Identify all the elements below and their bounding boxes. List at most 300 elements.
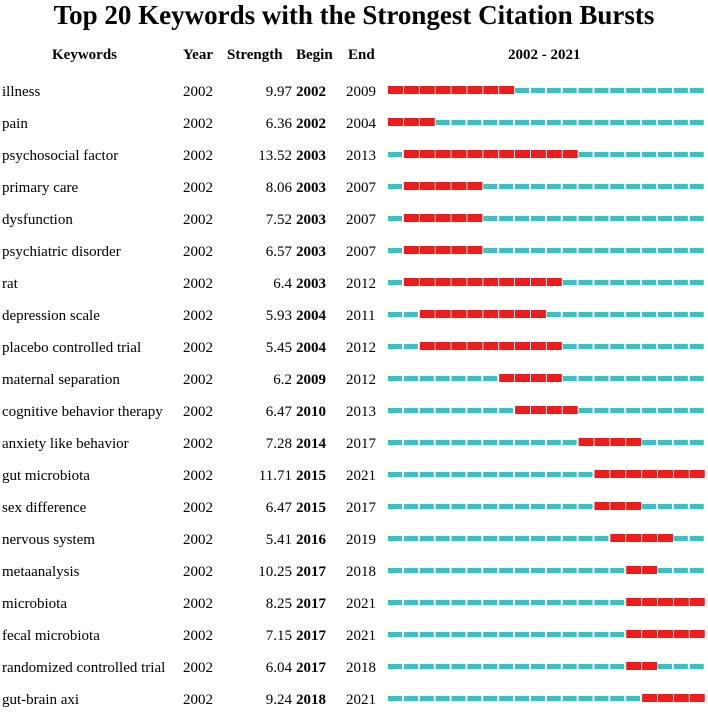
timeline-segment [610, 216, 624, 221]
timeline-segment [499, 696, 513, 701]
burst-segment [626, 662, 641, 670]
burst-segment [404, 86, 419, 94]
timeline-segment [626, 344, 640, 349]
keyword-cell: fecal microbiota [2, 628, 100, 644]
timeline-segment [579, 152, 593, 157]
timeline-segment [452, 600, 466, 605]
year-cell: 2002 [183, 84, 213, 100]
timeline-segment [626, 408, 640, 413]
timeline-segment [436, 120, 450, 125]
timeline-segment [515, 696, 529, 701]
timeline-segment [563, 184, 577, 189]
timeline-segment [531, 632, 545, 637]
timeline-segment [642, 88, 656, 93]
timeline-segment [547, 88, 561, 93]
begin-cell: 2014 [296, 436, 326, 452]
burst-segment [674, 470, 689, 478]
timeline-segment [563, 88, 577, 93]
timeline-segment [531, 88, 545, 93]
burst-segment [610, 470, 625, 478]
timeline-segment [483, 600, 497, 605]
timeline-segment [579, 472, 593, 477]
timeline-segment [690, 504, 704, 509]
strength-cell: 6.36 [265, 116, 292, 132]
burst-segment [483, 342, 498, 350]
end-cell: 2007 [346, 212, 376, 228]
timeline-segment [547, 312, 561, 317]
burst-segment [547, 342, 562, 350]
timeline-segment [658, 344, 672, 349]
timeline-segment [483, 472, 497, 477]
timeline-segment [626, 120, 640, 125]
burst-segment [436, 246, 451, 254]
begin-cell: 2017 [296, 628, 326, 644]
timeline-segment [420, 632, 434, 637]
timeline-segment [674, 344, 688, 349]
timeline-segment [499, 664, 513, 669]
keyword-cell: dysfunction [2, 212, 73, 228]
timeline-segment [563, 312, 577, 317]
strength-cell: 13.52 [258, 148, 292, 164]
burst-segment [674, 598, 689, 606]
burst-segment [626, 438, 641, 446]
timeline-segment [674, 312, 688, 317]
timeline-segment [658, 664, 672, 669]
timeline-segment [626, 248, 640, 253]
burst-segment [658, 598, 673, 606]
header-strength: Strength [227, 47, 283, 63]
burst-segment [436, 310, 451, 318]
burst-segment [626, 630, 641, 638]
keyword-cell: nervous system [2, 532, 95, 548]
header-keywords: Keywords [52, 47, 117, 63]
timeline-segment [594, 248, 608, 253]
timeline-segment [388, 248, 402, 253]
burst-segment [547, 406, 562, 414]
year-cell: 2002 [183, 628, 213, 644]
burst-segment [626, 566, 641, 574]
burst-segment [626, 470, 641, 478]
timeline-segment [388, 216, 402, 221]
timeline-segment [674, 120, 688, 125]
timeline-segment [483, 504, 497, 509]
timeline-segment [420, 376, 434, 381]
keyword-cell: rat [2, 276, 18, 292]
timeline-segment [483, 632, 497, 637]
timeline-segment [404, 696, 418, 701]
burst-segment [404, 182, 419, 190]
burst-segment [610, 438, 625, 446]
timeline-segment [547, 440, 561, 445]
timeline-segment [690, 248, 704, 253]
burst-segment [515, 342, 530, 350]
year-cell: 2002 [183, 276, 213, 292]
timeline-segment [594, 216, 608, 221]
timeline-segment [404, 440, 418, 445]
timeline-segment [579, 88, 593, 93]
end-cell: 2017 [346, 436, 376, 452]
timeline-segment [690, 568, 704, 573]
timeline-segment [467, 632, 481, 637]
burst-segment [579, 438, 594, 446]
timeline-segment [515, 88, 529, 93]
timeline-segment [483, 440, 497, 445]
timeline-segment [420, 440, 434, 445]
timeline-segment [642, 440, 656, 445]
timeline-segment [467, 664, 481, 669]
timeline-segment [452, 568, 466, 573]
timeline-segment [579, 632, 593, 637]
timeline-segment [563, 600, 577, 605]
timeline-segment [579, 568, 593, 573]
timeline-segment [658, 248, 672, 253]
timeline-segment [626, 280, 640, 285]
timeline-segment [483, 216, 497, 221]
timeline-segment [547, 632, 561, 637]
timeline-segment [579, 600, 593, 605]
timeline-segment [404, 600, 418, 605]
timeline-segment [674, 536, 688, 541]
timeline-segment [452, 472, 466, 477]
strength-cell: 6.47 [265, 500, 292, 516]
end-cell: 2013 [346, 404, 376, 420]
strength-cell: 11.71 [258, 468, 292, 484]
timeline-segment [563, 120, 577, 125]
end-cell: 2009 [346, 84, 376, 100]
timeline-segment [404, 504, 418, 509]
timeline-segment [690, 88, 704, 93]
keyword-cell: sex difference [2, 500, 87, 516]
timeline-segment [531, 184, 545, 189]
timeline-segment [610, 184, 624, 189]
timeline-segment [594, 632, 608, 637]
timeline-segment [531, 472, 545, 477]
timeline-segment [515, 632, 529, 637]
timeline-segment [547, 568, 561, 573]
timeline-segment [642, 376, 656, 381]
timeline-segment [531, 248, 545, 253]
burst-segment [452, 214, 467, 222]
timeline-segment [436, 376, 450, 381]
timeline-segment [436, 600, 450, 605]
timeline-segment [388, 568, 402, 573]
timeline-segment [563, 216, 577, 221]
burst-segment [452, 86, 467, 94]
keyword-cell: depression scale [2, 308, 100, 324]
timeline-segment [420, 472, 434, 477]
timeline-segment [626, 152, 640, 157]
begin-cell: 2003 [296, 244, 326, 260]
timeline-segment [579, 184, 593, 189]
strength-cell: 9.24 [265, 692, 292, 708]
strength-cell: 9.97 [265, 84, 292, 100]
timeline-segment [452, 408, 466, 413]
burst-segment [690, 598, 705, 606]
timeline-segment [404, 664, 418, 669]
end-cell: 2019 [346, 532, 376, 548]
burst-segment [404, 214, 419, 222]
burst-segment [547, 374, 562, 382]
burst-segment [452, 310, 467, 318]
burst-segment [404, 278, 419, 286]
burst-segment [404, 118, 419, 126]
burst-segment [610, 534, 625, 542]
strength-cell: 10.25 [258, 564, 292, 580]
timeline-segment [452, 536, 466, 541]
timeline-segment [563, 376, 577, 381]
burst-segment [452, 278, 467, 286]
timeline-segment [515, 216, 529, 221]
burst-segment [531, 150, 546, 158]
burst-segment [499, 342, 514, 350]
burst-segment [452, 182, 467, 190]
burst-segment [467, 214, 482, 222]
header-end: End [348, 47, 375, 63]
burst-segment [690, 694, 705, 702]
timeline-segment [690, 312, 704, 317]
timeline-segment [579, 504, 593, 509]
burst-segment [642, 470, 657, 478]
timeline-segment [436, 472, 450, 477]
timeline-segment [483, 696, 497, 701]
timeline-segment [690, 152, 704, 157]
timeline-segment [594, 600, 608, 605]
timeline-segment [579, 216, 593, 221]
year-cell: 2002 [183, 660, 213, 676]
timeline-segment [642, 216, 656, 221]
timeline-segment [515, 504, 529, 509]
begin-cell: 2017 [296, 596, 326, 612]
timeline-segment [404, 568, 418, 573]
timeline-segment [674, 216, 688, 221]
strength-cell: 6.4 [273, 276, 292, 292]
timeline-segment [404, 632, 418, 637]
timeline-segment [579, 344, 593, 349]
burst-segment [452, 246, 467, 254]
timeline-segment [690, 440, 704, 445]
timeline-segment [515, 184, 529, 189]
begin-cell: 2002 [296, 116, 326, 132]
timeline-segment [499, 600, 513, 605]
burst-segment [467, 246, 482, 254]
timeline-segment [563, 248, 577, 253]
strength-cell: 6.2 [273, 372, 292, 388]
timeline-segment [499, 184, 513, 189]
timeline-segment [467, 440, 481, 445]
burst-segment [420, 278, 435, 286]
burst-segment [483, 86, 498, 94]
burst-segment [642, 662, 657, 670]
burst-segment [420, 150, 435, 158]
burst-segment [674, 630, 689, 638]
timeline-segment [658, 88, 672, 93]
timeline-segment [483, 248, 497, 253]
burst-segment [515, 406, 530, 414]
burst-segment [420, 310, 435, 318]
keyword-cell: psychosocial factor [2, 148, 119, 164]
timeline-segment [594, 344, 608, 349]
timeline-segment [674, 248, 688, 253]
end-cell: 2012 [346, 276, 376, 292]
keyword-cell: pain [2, 116, 28, 132]
timeline-segment [563, 536, 577, 541]
year-cell: 2002 [183, 212, 213, 228]
timeline-segment [515, 536, 529, 541]
timeline-segment [388, 504, 402, 509]
timeline-segment [610, 88, 624, 93]
strength-cell: 8.06 [265, 180, 292, 196]
timeline-segment [436, 440, 450, 445]
timeline-segment [452, 632, 466, 637]
begin-cell: 2004 [296, 340, 326, 356]
timeline-segment [531, 600, 545, 605]
year-cell: 2002 [183, 468, 213, 484]
burst-segment [499, 374, 514, 382]
timeline-segment [563, 440, 577, 445]
burst-segment [467, 278, 482, 286]
timeline-segment [531, 120, 545, 125]
timeline-segment [483, 536, 497, 541]
year-cell: 2002 [183, 372, 213, 388]
timeline-segment [436, 408, 450, 413]
timeline-segment [388, 280, 402, 285]
timeline-segment [594, 120, 608, 125]
timeline-segment [563, 664, 577, 669]
timeline-segment [563, 472, 577, 477]
timeline-segment [388, 632, 402, 637]
header-begin: Begin [296, 47, 333, 63]
timeline-segment [467, 504, 481, 509]
timeline-segment [467, 120, 481, 125]
year-cell: 2002 [183, 436, 213, 452]
timeline-segment [626, 184, 640, 189]
burst-segment [436, 278, 451, 286]
burst-segment [531, 310, 546, 318]
begin-cell: 2016 [296, 532, 326, 548]
end-cell: 2011 [346, 308, 376, 324]
burst-segment [642, 534, 657, 542]
burst-segment [658, 534, 673, 542]
timeline-segment [531, 536, 545, 541]
timeline-segment [452, 664, 466, 669]
timeline-segment [483, 568, 497, 573]
timeline-segment [626, 312, 640, 317]
burst-segment [467, 342, 482, 350]
burst-segment [547, 278, 562, 286]
end-cell: 2007 [346, 244, 376, 260]
timeline-segment [452, 376, 466, 381]
timeline-segment [690, 216, 704, 221]
burst-segment [594, 470, 609, 478]
burst-segment [420, 182, 435, 190]
timeline-segment [563, 568, 577, 573]
timeline-segment [658, 408, 672, 413]
timeline-segment [531, 664, 545, 669]
timeline-segment [499, 632, 513, 637]
timeline-segment [658, 184, 672, 189]
timeline-segment [690, 536, 704, 541]
burst-segment [436, 214, 451, 222]
timeline-segment [499, 536, 513, 541]
timeline-segment [610, 280, 624, 285]
timeline-segment [436, 664, 450, 669]
timeline-segment [388, 440, 402, 445]
timeline-segment [690, 344, 704, 349]
timeline-segment [499, 568, 513, 573]
timeline-segment [642, 120, 656, 125]
keyword-cell: maternal separation [2, 372, 120, 388]
timeline-segment [388, 696, 402, 701]
burst-segment [626, 598, 641, 606]
timeline-segment [610, 120, 624, 125]
timeline-segment [658, 280, 672, 285]
year-cell: 2002 [183, 692, 213, 708]
timeline-segment [690, 280, 704, 285]
timeline-segment [642, 248, 656, 253]
timeline-segment [674, 504, 688, 509]
timeline-segment [674, 376, 688, 381]
burst-segment [690, 470, 705, 478]
keyword-cell: psychiatric disorder [2, 244, 121, 260]
timeline-segment [610, 664, 624, 669]
burst-segment [404, 246, 419, 254]
timeline-segment [452, 504, 466, 509]
burst-segment [658, 694, 673, 702]
timeline-segment [579, 408, 593, 413]
timeline-segment [674, 280, 688, 285]
timeline-segment [388, 664, 402, 669]
burst-segment [388, 118, 403, 126]
begin-cell: 2003 [296, 180, 326, 196]
timeline-segment [674, 152, 688, 157]
chart-title: Top 20 Keywords with the Strongest Citation Bursts [53, 0, 655, 30]
timeline-segment [579, 312, 593, 317]
timeline-segment [388, 408, 402, 413]
timeline-segment [674, 440, 688, 445]
burst-segment [467, 182, 482, 190]
header-year: Year [183, 47, 213, 63]
timeline-segment [594, 152, 608, 157]
timeline-segment [515, 120, 529, 125]
timeline-segment [452, 440, 466, 445]
burst-segment [499, 150, 514, 158]
burst-segment [499, 278, 514, 286]
begin-cell: 2003 [296, 276, 326, 292]
timeline-segment [642, 184, 656, 189]
timeline-segment [690, 376, 704, 381]
burst-segment [642, 598, 657, 606]
timeline-segment [388, 536, 402, 541]
timeline-segment [594, 408, 608, 413]
timeline-segment [436, 568, 450, 573]
burst-segment [420, 342, 435, 350]
timeline-segment [690, 184, 704, 189]
strength-cell: 5.41 [265, 532, 292, 548]
timeline-segment [404, 376, 418, 381]
timeline-segment [467, 568, 481, 573]
end-cell: 2021 [346, 692, 376, 708]
timeline-segment [610, 248, 624, 253]
timeline-segment [531, 568, 545, 573]
timeline-segment [594, 696, 608, 701]
timeline-segment [579, 664, 593, 669]
timeline-segment [499, 472, 513, 477]
timeline-segment [594, 312, 608, 317]
timeline-segment [626, 696, 640, 701]
timeline-segment [420, 600, 434, 605]
timeline-segment [579, 280, 593, 285]
timeline-segment [579, 696, 593, 701]
